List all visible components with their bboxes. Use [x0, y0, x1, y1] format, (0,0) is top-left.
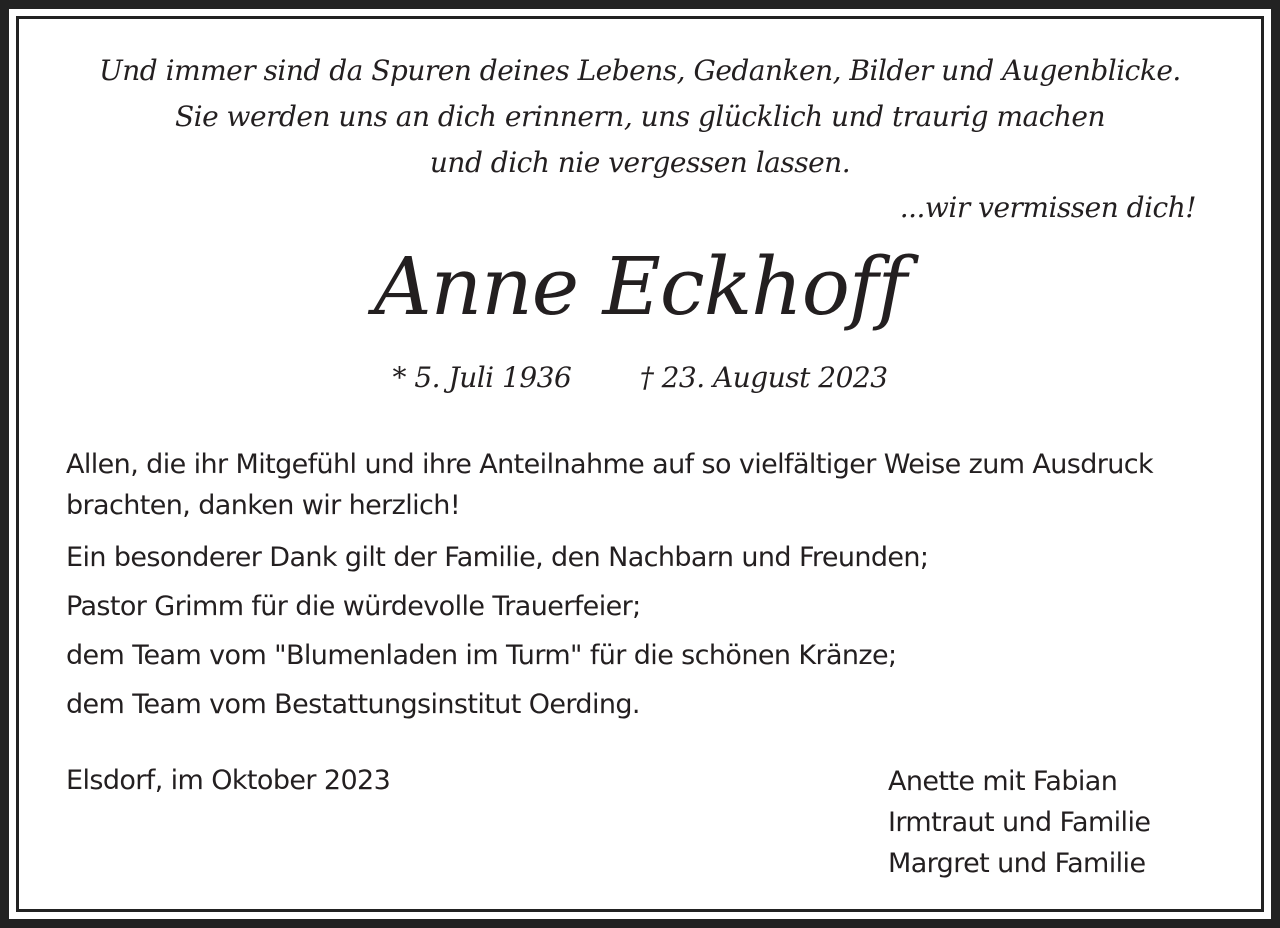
signers-list — [888, 761, 1150, 884]
thanks-line-2: Pastor Grimm für die würdevolle Trauerfeier; — [66, 591, 641, 622]
thanks-line-3: dem Team vom "Blumenladen im Turm" für die schönen Kränze; — [66, 640, 897, 671]
place-and-date: Elsdorf, im Oktober 2023 — [66, 765, 391, 796]
memorial-poem — [40, 48, 1240, 186]
death-date: † 23. August 2023 — [639, 361, 888, 394]
birth-date: * 5. Juli 1936 — [392, 361, 572, 394]
thanks-line-4: dem Team vom Bestattungsinstitut Oerding. — [66, 689, 640, 720]
deceased-name: Anne Eckhoff — [373, 240, 907, 333]
signer-1: Anette mit Fabian — [888, 766, 1118, 797]
thank-you-text — [66, 444, 1226, 729]
life-dates — [0, 356, 1280, 400]
poem-line-1: Und immer sind da Spuren deines Lebens, Gedanken, Bilder und Augenblicke. — [99, 54, 1181, 87]
signer-2: Irmtraut und Familie — [888, 807, 1151, 838]
poem-line-2: Sie werden uns an dich erinnern, uns glücklich und traurig machen — [174, 100, 1106, 133]
thanks-line-1: Ein besonderer Dank gilt der Familie, den Nachbarn und Freunden; — [66, 542, 929, 573]
poem-line-3: und dich nie vergessen lassen. — [429, 146, 851, 179]
signer-3: Margret und Familie — [888, 848, 1146, 879]
poem-closing: ...wir vermissen dich! — [899, 191, 1196, 224]
thanks-intro: Allen, die ihr Mitgefühl und ihre Anteilnahme auf so vielfältiger Weise zum Ausdruck brachten, danken wir herzlich! — [66, 449, 1154, 521]
